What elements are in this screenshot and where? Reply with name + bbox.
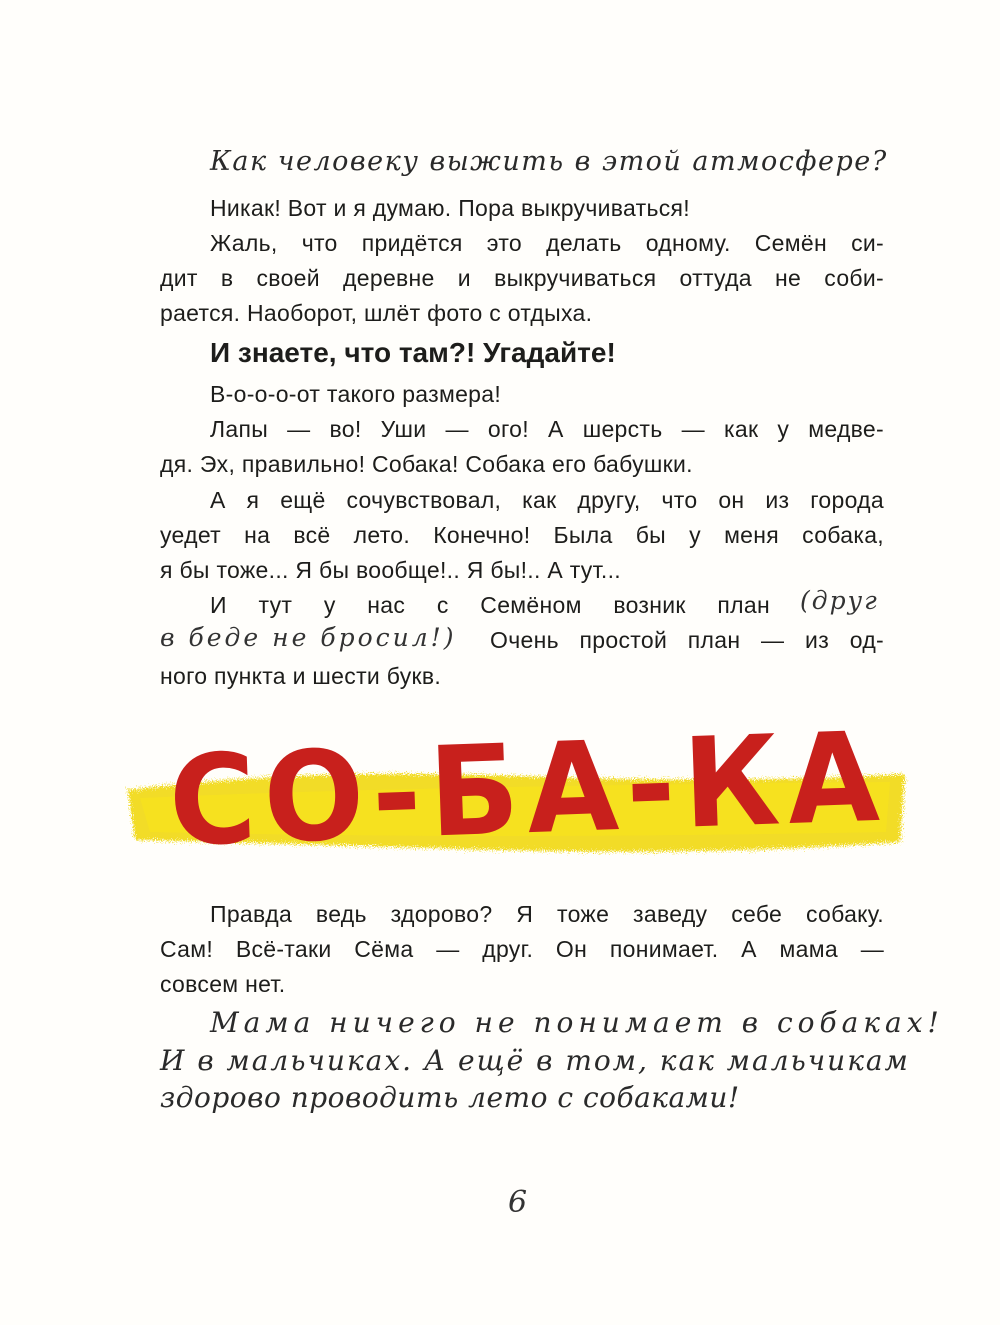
paragraph-line: ного пункта и шести букв.	[160, 663, 442, 689]
paragraph-line: Очень простой план — из од-	[490, 627, 884, 653]
bold-heading: И знаете, что там?! Угадайте!	[210, 337, 616, 368]
paragraph-line: И тут у нас с Семёном возник план	[210, 592, 770, 618]
banner-word: СО-БА-КА	[166, 704, 890, 874]
paragraph-line: совсем нет.	[160, 971, 286, 997]
handwritten-inline-note: в беде не бросил!)	[160, 623, 457, 652]
paragraph-line: Никак! Вот и я думаю. Пора выкручиваться!	[210, 195, 690, 221]
paragraph-line: уедет на всё лето. Конечно! Была бы у меня собака,	[160, 522, 884, 548]
paragraph-line: А я ещё сочувствовал, как другу, что он из города	[210, 487, 884, 513]
handwritten-note-top: Как человеку выжить в этой атмосфере?	[210, 146, 888, 177]
paragraph-line: дя. Эх, правильно! Собака! Собака его бабушки.	[160, 451, 693, 477]
handwritten-note-bottom: здорово проводить лето с собаками!	[160, 1081, 740, 1114]
paragraph-line: дит в своей деревне и выкручиваться оттуда не соби-	[160, 265, 884, 291]
handwritten-note-bottom: Мама ничего не понимает в собаках!	[210, 1006, 944, 1039]
paragraph-line: Лапы — во! Уши — ого! А шерсть — как у медве-	[210, 416, 884, 442]
paragraph-line: Жаль, что придётся это делать одному. Семён си-	[210, 230, 884, 256]
page-number: 6	[508, 1185, 528, 1220]
paragraph-line: Правда ведь здорово? Я тоже заведу себе собаку.	[210, 901, 884, 927]
paragraph-line: В-о-о-о-от такого размера!	[210, 381, 502, 407]
handwritten-note-bottom: И в мальчиках. А ещё в том, как мальчикам	[160, 1044, 910, 1077]
paragraph-line: рается. Наоборот, шлёт фото с отдыха.	[160, 300, 593, 326]
banner-illustration	[0, 690, 1000, 890]
paragraph-line: Сам! Всё-таки Сёма — друг. Он понимает. А мама —	[160, 936, 884, 962]
handwritten-inline-note: (друг	[800, 586, 879, 615]
paragraph-line: я бы тоже... Я бы вообще!.. Я бы!.. А тут...	[160, 557, 621, 583]
